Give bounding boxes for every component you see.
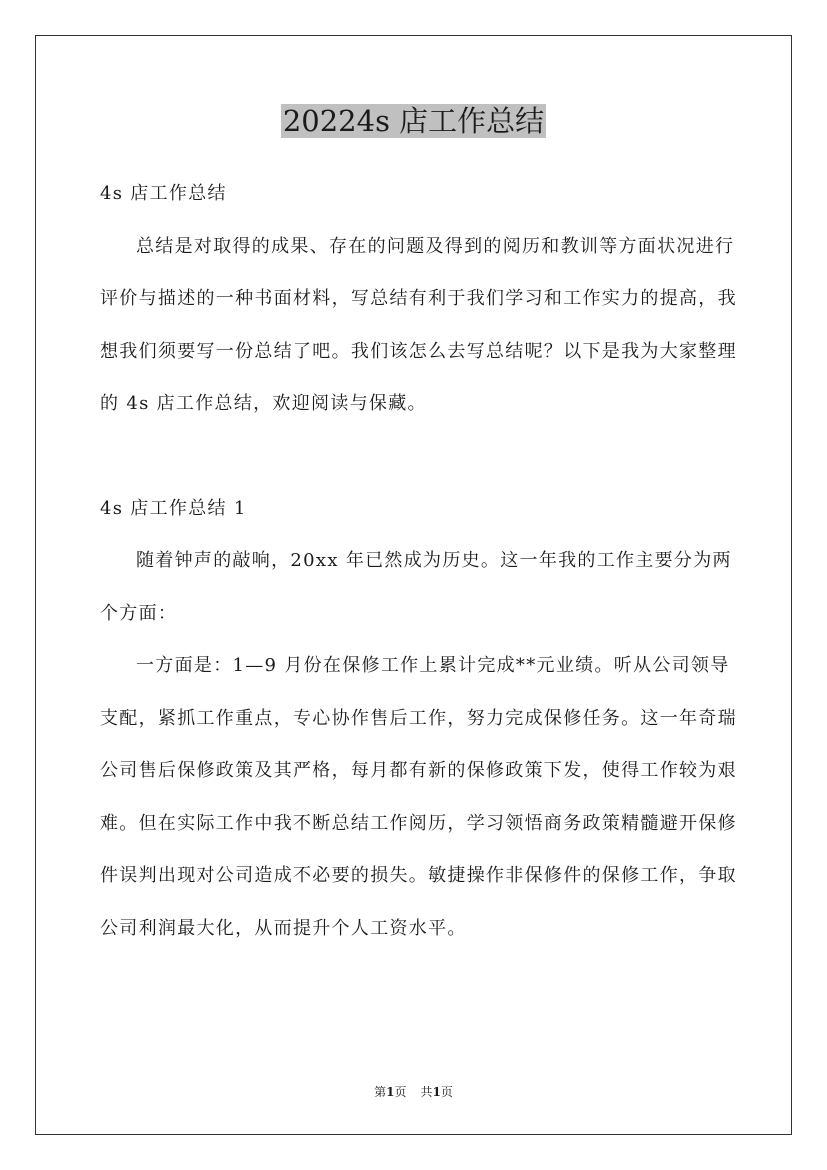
document-body	[100, 168, 740, 955]
body-paragraph-1: 随着钟声的敲响，20xx 年已然成为历史。这一年我的工作主要分为两个方面：	[100, 550, 732, 624]
page-number: 1	[386, 1085, 395, 1099]
page-suffix: 页	[394, 1085, 407, 1099]
page-prefix: 第	[374, 1085, 387, 1099]
total-pages: 1	[432, 1085, 441, 1099]
page-footer	[0, 1082, 827, 1102]
total-suffix: 页	[440, 1085, 453, 1099]
total-prefix: 共	[420, 1085, 433, 1099]
section-heading: 4s 店工作总结	[100, 183, 227, 204]
paragraph-spacer	[100, 431, 740, 483]
document-title	[0, 98, 827, 144]
body-paragraph-2: 一方面是：1—9 月份在保修工作上累计完成**元业绩。听从公司领导支配，紧抓工作重点，专心协作售后工作，努力完成保修任务。这一年奇瑞公司售后保修政策及其严格，每月都有新的保修政策下发，使得工作较为艰难。但在实际工作中我不断总结工作阅历，学习领悟商务政策精髓避开保修件误判出现对公司造成不必要的损失。敏捷操作非保修件的保修工作，争取公司利润最大化，从而提升个人工资水平。	[100, 655, 737, 939]
section-heading-1: 4s 店工作总结 1	[100, 497, 247, 519]
document-title-text: 20224s 店工作总结	[282, 104, 545, 138]
intro-paragraph: 总结是对取得的成果、存在的问题及得到的阅历和教训等方面状况进行评价与描述的一种书面材料，写总结有利于我们学习和工作实力的提高，我想我们须要写一份总结了吧。我们该怎么去写总结呢？以下是我为大家整理的 4s 店工作总结，欢迎阅读与保藏。	[100, 235, 737, 414]
